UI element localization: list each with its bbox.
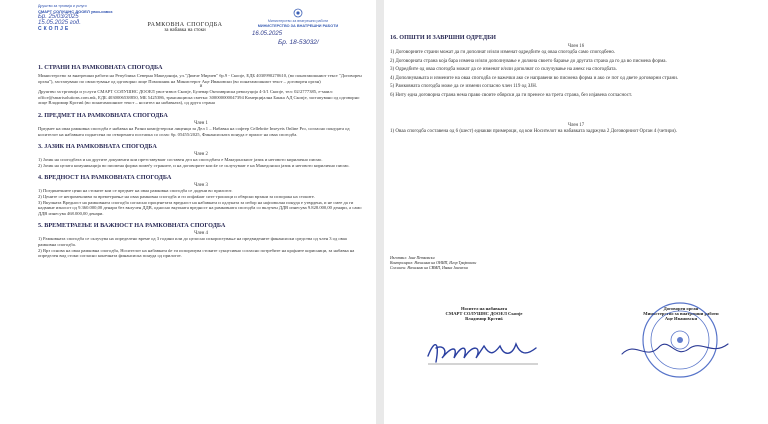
article-number: Член 3 <box>194 183 208 189</box>
stamp-line: СМАРТ СОЛУШНС ДООЕЛ увоз-извоз <box>38 9 113 14</box>
paragraph: Министерство за внатрешни работи на Република Северна Македонија, ул."Димче Мирчев" бр.9 - Скопје, ЕДБ 4030990270610, (во понатамошниот текст "Договорен орган"), застапувано по овластување од одговорно лице Помошник на Министерот Аце Ивановски (во понатамошниот текст – договорен орган) <box>38 73 362 84</box>
approval-list <box>390 256 590 271</box>
article-number: Член 17 <box>567 122 585 128</box>
handwritten-signature <box>424 334 544 370</box>
authority-signature <box>616 336 736 366</box>
paragraph: 1) Рамковната спогодба се склучува на определено време од 3 години или до целосно искористување на предвидените финансиски средства од член 3 од оваа рамковна спогодба. 2) Врз основа на оваа рамковна спогодба, Носителот на набавката ќе ги испорачува стоките сукцесивно согласно потребите на крајните корисници, за набавка на определен вид стоки согласно конечната финансиска понуда од прилогот. <box>38 236 355 259</box>
paragraph: 1) Јазик на спогодбата и на другите документи кои претставуваат составен дел на спогодбата е Македонскиот јазик и неговото кирилично писмо. 2) Јазик на целата комуникација во писмена форма помеѓу страните, и на договорите кои ќе се склучуваат е на Македонски јазик и неговото кирилично писмо. <box>38 157 350 168</box>
document-page-1 <box>0 0 376 424</box>
paragraph: Предмет на оваа рамковна спогодба е набавка на Разни компјутерски лиценци за Дел 1 – Набавка на софтер Cellebrite Inseyets Online Pro, согласно понудата од носителот на набавката поднесена по отворената постапка со оглас бр. 05455/2025, Финансиската понуда е прилог на оваа спогодба. <box>38 125 350 137</box>
section-title: 3. ЈАЗИК НА РАМКОВНАТА СПОГОДБА <box>38 143 157 151</box>
article-number: Член 1 <box>194 120 208 126</box>
section-title: 5. ВРЕМЕТРАЕЊЕ И ВАЖНОСТ НА РАМКОВНАТА СПОГОДБА <box>38 222 226 230</box>
document-body-1 <box>38 64 364 259</box>
section-title: 16. ОПШТИ И ЗАВРШНИ ОДРЕДБИ <box>390 34 496 41</box>
supplier-signature-block <box>414 306 554 321</box>
paragraph: и <box>199 84 203 90</box>
section-title: 1. СТРАНИ НА РАМКОВНАТА СПОГОДБА <box>38 64 163 71</box>
paragraph: 1) Договорните страни можат да ги дополнат и/или изменат одредбите од оваа спогодба само спогодбено. 2) Договорната страна која бара измена и/или дополнување е должна своето барање до другата страна да го да во писмена форма. 3) Одредбите од оваа спогодба можат да се изменат и/или дополнат со склучување на анекс на спогодбата. 4) Дополнувањата и измените на оваа спогодба се важечки ако се направени во писмена форма и ако се пот од двете договорни страни. 5) Рамковната спогодба може да се измени согласно член 119 од ЗЈН. 6) Ниту една договорна страна нема право своите обврски да ги пренесе на трета страна, без изјавена согласност. <box>390 50 679 98</box>
stamp-line: Друштво за трговија и услуги <box>38 4 87 8</box>
section-title: 4. ВРЕДНОСТ НА РАМКОВНАТА СПОГОДБА <box>38 174 172 182</box>
stamp-date: 15.05.2025 год. <box>38 20 81 26</box>
document-title: РАМКОВНА СПОГОДБА <box>147 22 223 28</box>
agreed-by: Согласен: Началник на СВМП, Ивана Јанческа <box>390 266 468 270</box>
ministry-label: Министерство за внатрешни работи <box>267 19 329 23</box>
paragraph: Друштво за трговија и услуги СМАРТ СОЛУШНС ДООЕЛ увоз-извоз Скопје, Булевар Октомвриска револуција 4-3/1 Скопје, тел: 02/2777385, е-маил: office@smartsolutions.com.mk, ЕДБ 4030006538850, МБ 5425386, трансакциска сметка: 300000000047394 Комерцијална Банка АД Скопје, застапувано од одговорно лице Владимир Крстиќ (во понатамошниот текст – носител на набавката), од друга страна <box>38 89 360 106</box>
supplier-name: СМАРТ СОЛУШНС ДООЕЛ Скопје <box>445 311 523 316</box>
ministry-stamp-number: Бр. 18-53032/ <box>278 39 319 46</box>
controlled-by: Контролирал: Началник на ОНИП, Игор Трајковски <box>390 261 477 265</box>
article-number: Член 16 <box>567 44 585 49</box>
prepared-by: Изготвил: Јане Петковски <box>390 256 435 260</box>
article-number: Член 4 <box>194 231 208 237</box>
ministry-stamp-date: 16.05.2025 <box>252 31 283 37</box>
ministry-stamp <box>248 8 348 52</box>
authority-name: Министерство за внатрешни работи <box>643 311 719 316</box>
authority-label: Договорен орган <box>663 306 699 311</box>
authority-representative: Аце Ивановски <box>664 316 698 321</box>
coat-of-arms-icon <box>293 8 303 18</box>
supplier-representative: Владимир Крстиќ <box>465 316 503 321</box>
article-number: Член 2 <box>194 152 208 158</box>
stamp-city: СКОПЈЕ <box>38 26 71 32</box>
document-body-2 <box>390 34 762 136</box>
company-stamp <box>38 4 128 32</box>
document-page-2 <box>384 0 768 424</box>
paragraph: 1) Поединечните цени на стоките кои се предмет на оваа рамковна спогодба се дадени во прилогот. 2) Цените се непроменливи за времетраење на оваа рамковна спогодба и ги опфаќаат сите трошоци и обврски врзани за испорака на стоките. 3) Вкупната Вредност на рамковната спогодба согласно проценетата вредност на набавката и одлуката за избор на најповолна понуда е утврдена, и не смее да ги надмине износот од 9.360.000,00 денари без вклучен ДДВ, односно вкупната вредност на рамковната спогодба со вклучен ДДВ изнесува 9.828.000,00 денари, а само ДДВ изнесува 468.000,00 денари. <box>38 188 362 216</box>
ministry-stamp-title: МИНИСТЕРСТВО ЗА ВНАТРЕШНИ РАБОТИ <box>257 24 339 28</box>
document-subtitle: за набавка на стоки <box>164 28 206 33</box>
stamp-number: Бр. 25/03/2025 <box>38 14 79 20</box>
paragraph: 1) Оваа спогодба составена од 6 (шест) еднакви примероци, од кои Носителот на набавката задржува 2 Договорниот Орган 4 (четири). <box>390 128 677 134</box>
supplier-label: Носител на набавката <box>460 306 508 311</box>
section-title: 2. ПРЕДМЕТ НА РАМКОВНАТА СПОГОДБА <box>38 111 168 119</box>
